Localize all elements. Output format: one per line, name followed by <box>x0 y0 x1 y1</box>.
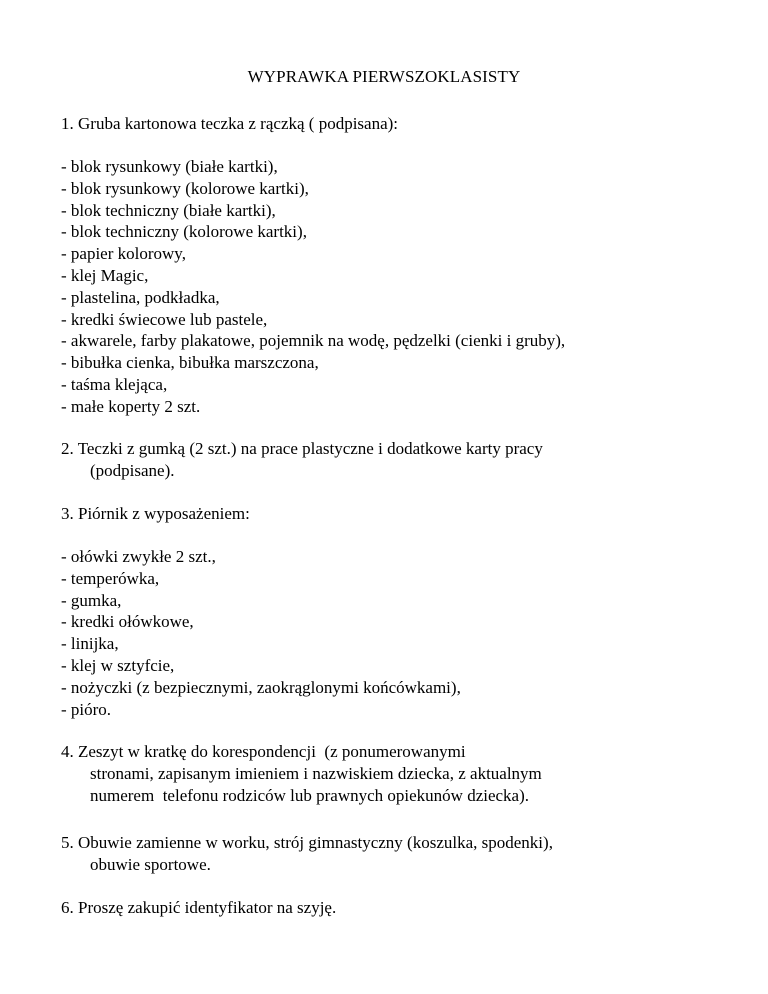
section-4-line-1: 4. Zeszyt w kratkę do korespondencji (z ponumerowanymi <box>61 742 466 761</box>
section-5-line-1: 5. Obuwie zamienne w worku, strój gimnastyczny (koszulka, spodenki), <box>61 833 553 852</box>
section-2-line-2: (podpisane). <box>90 460 175 480</box>
section-5-line-2: obuwie sportowe. <box>90 854 211 874</box>
section-3-heading <box>61 503 731 525</box>
section-3-list <box>61 546 731 720</box>
section-1-list <box>61 156 731 418</box>
section-4 <box>61 741 731 806</box>
list-item: - klej Magic, <box>61 265 149 285</box>
list-item: - kredki ołówkowe, <box>61 612 194 632</box>
document-title: WYPRAWKA PIERWSZOKLASISTY <box>247 67 521 86</box>
section-1-heading-text: 1. Gruba kartonowa teczka z rączką ( podpisana): <box>61 114 399 133</box>
list-item: - małe koperty 2 szt. <box>61 396 201 416</box>
list-item: - plastelina, podkładka, <box>61 287 220 307</box>
section-5 <box>61 832 731 876</box>
section-6 <box>61 897 731 919</box>
section-1-heading <box>61 113 731 135</box>
section-3-heading-text: 3. Piórnik z wyposażeniem: <box>61 504 250 523</box>
section-2 <box>61 438 731 482</box>
list-item: - blok rysunkowy (kolorowe kartki), <box>61 178 309 198</box>
section-4-line-2: stronami, zapisanym imieniem i nazwiskiem dziecka, z aktualnym <box>90 763 542 783</box>
list-item: - temperówka, <box>61 568 160 588</box>
list-item: - ołówki zwykłe 2 szt., <box>61 547 216 566</box>
list-item: - taśma klejąca, <box>61 374 168 394</box>
list-item: - kredki świecowe lub pastele, <box>61 309 268 329</box>
section-6-line-1: 6. Proszę zakupić identyfikator na szyję. <box>61 898 337 917</box>
list-item: - bibułka cienka, bibułka marszczona, <box>61 353 319 373</box>
list-item: - pióro. <box>61 699 112 719</box>
list-item: - blok techniczny (kolorowe kartki), <box>61 222 307 242</box>
list-item: - papier kolorowy, <box>61 244 186 264</box>
section-4-line-3: numerem telefonu rodziców lub prawnych opiekunów dziecka). <box>90 785 530 805</box>
list-item: - blok techniczny (białe kartki), <box>61 200 276 220</box>
list-item: - nożyczki (z bezpiecznymi, zaokrąglonymi końcówkami), <box>61 677 461 697</box>
list-item: - linijka, <box>61 634 119 654</box>
list-item: - gumka, <box>61 590 122 610</box>
list-item: - klej w sztyfcie, <box>61 655 175 675</box>
list-item: - akwarele, farby plakatowe, pojemnik na wodę, pędzelki (cienki i gruby), <box>61 331 566 351</box>
list-item: - blok rysunkowy (białe kartki), <box>61 157 278 176</box>
section-2-line-1: 2. Teczki z gumką (2 szt.) na prace plastyczne i dodatkowe karty pracy <box>61 439 543 458</box>
